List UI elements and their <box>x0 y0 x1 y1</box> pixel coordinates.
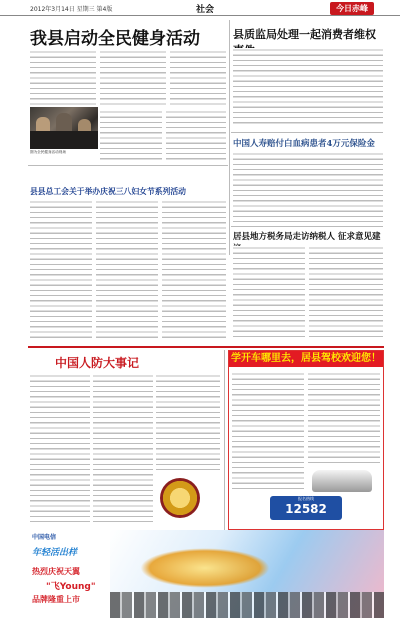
article1-body-cont <box>100 110 162 160</box>
telecom-title: 年轻活出样 <box>32 548 78 558</box>
young-logo-icon <box>140 548 270 588</box>
newspaper-logo: 今日赤峰 <box>330 2 374 15</box>
article2-headline: 县质监局处理一起消费者维权 <box>233 28 376 41</box>
telecom-slogan1: 热烈庆祝天翼 <box>32 567 80 576</box>
masthead <box>0 0 400 18</box>
issue-date: 2012年3月14日 星期三 第4版 <box>30 6 113 13</box>
telecom-brand: 中国电信 <box>32 534 57 541</box>
masthead-rule <box>0 15 400 16</box>
article6-body-col3 <box>156 374 220 474</box>
hotline-label: 报名热线 <box>298 496 314 501</box>
hotline-box <box>270 496 342 520</box>
article4-headline: 中国人寿赔付白血病患者4万元保险金 <box>233 139 375 149</box>
article4-body <box>233 152 383 222</box>
phone-lineup-icon <box>110 592 384 618</box>
article7-headline: 学开车哪里去，居县驾校欢迎您！ <box>229 351 383 367</box>
article7-body-col2 <box>308 372 380 467</box>
hotline-number: 12582 <box>285 502 327 516</box>
telecom-slogan2: "飞Young" <box>46 582 96 592</box>
telecom-ad-visual <box>110 530 384 618</box>
article3-body-col3 <box>162 200 226 340</box>
article1-headline: 我县启动全民健身活动 <box>30 29 200 49</box>
section-title: 社会 <box>196 5 215 15</box>
article3-headline: 县县总工会关于举办庆祝三八妇女节系列活动 <box>30 187 186 196</box>
article6-headline: 中国人防大事记 <box>55 356 140 370</box>
article1-caption: 图为全民健身活动现场 <box>30 150 66 154</box>
article6-body-col2 <box>93 374 153 524</box>
article1-body-cont2 <box>166 110 226 160</box>
article6-body <box>30 374 90 524</box>
article5-headline: 居县地方税务局走访纳税人 征求意见建 <box>233 232 381 242</box>
civil-defense-emblem-icon <box>160 478 200 518</box>
article2-body <box>233 48 383 126</box>
article1-lead <box>30 50 96 105</box>
article5-body <box>233 246 305 338</box>
telecom-ad <box>28 530 108 618</box>
article1-body <box>100 50 166 105</box>
article3-body-col2 <box>96 200 158 340</box>
article7-body <box>232 372 304 492</box>
telecom-slogan3: 品牌隆重上市 <box>32 595 80 604</box>
car-illustration-icon <box>312 470 372 492</box>
article1-photo <box>30 107 98 149</box>
article3-body <box>30 200 92 340</box>
article5-body-col2 <box>309 246 383 338</box>
article1-body-col3 <box>170 50 226 105</box>
